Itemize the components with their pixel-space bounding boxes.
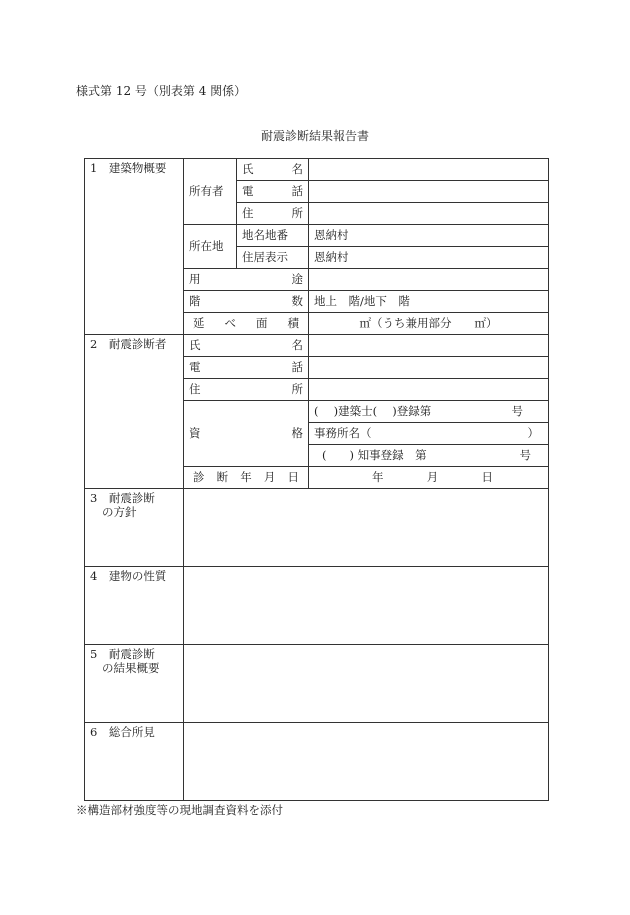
floors-label: 階 数 — [184, 291, 309, 313]
owner-address-value[interactable] — [309, 203, 549, 225]
owner-name-value[interactable] — [309, 159, 549, 181]
section2-label: 2 耐震診断者 — [85, 335, 184, 489]
usage-value[interactable] — [309, 269, 549, 291]
qualification-label: 資 格 — [184, 401, 309, 467]
section3-label: 3 耐震診断 の方針 — [85, 489, 184, 567]
floor-area-label: 延 べ 面 積 — [184, 313, 309, 335]
qualification-architect[interactable]: ( )建築士( )登録第 号 — [309, 401, 549, 423]
inspector-phone-value[interactable] — [309, 357, 549, 379]
section5-content[interactable] — [184, 645, 549, 723]
section3-content[interactable] — [184, 489, 549, 567]
lot-number-value[interactable]: 恩納村 — [309, 225, 549, 247]
inspection-date-label: 診 断 年 月 日 — [184, 467, 309, 489]
owner-phone-label: 電 話 — [237, 181, 309, 203]
residence-label: 住居表示 — [237, 247, 309, 269]
inspector-address-value[interactable] — [309, 379, 549, 401]
inspector-phone-label: 電 話 — [184, 357, 309, 379]
owner-name-label: 氏 名 — [237, 159, 309, 181]
section6-content[interactable] — [184, 723, 549, 801]
section5-label: 5 耐震診断 の結果概要 — [85, 645, 184, 723]
inspector-name-label: 氏 名 — [184, 335, 309, 357]
lot-number-label: 地名地番 — [237, 225, 309, 247]
inspection-date-value[interactable]: 年 月 日 — [309, 467, 549, 489]
footnote: ※構造部材強度等の現地調査資料を添付 — [76, 803, 283, 817]
floor-area-value[interactable]: ㎡（うち兼用部分 ㎡） — [309, 313, 549, 335]
form-number: 様式第 12 号（別表第 4 関係） — [76, 84, 247, 98]
location-group-label: 所在地 — [184, 225, 237, 269]
document-title: 耐震診断結果報告書 — [260, 129, 369, 143]
report-table — [84, 158, 549, 801]
section1-label: 1 建築物概要 — [85, 159, 184, 335]
qualification-office[interactable]: 事務所名（ ） — [309, 423, 549, 445]
owner-address-label: 住 所 — [237, 203, 309, 225]
inspector-address-label: 住 所 — [184, 379, 309, 401]
owner-phone-value[interactable] — [309, 181, 549, 203]
qualification-governor-registration[interactable]: ( ) 知事登録 第 号 — [309, 445, 549, 467]
floors-value[interactable]: 地上 階/地下 階 — [309, 291, 549, 313]
usage-label: 用 途 — [184, 269, 309, 291]
inspector-name-value[interactable] — [309, 335, 549, 357]
section6-label: 6 総合所見 — [85, 723, 184, 801]
owner-group-label: 所有者 — [184, 159, 237, 225]
residence-value[interactable]: 恩納村 — [309, 247, 549, 269]
section4-label: 4 建物の性質 — [85, 567, 184, 645]
section4-content[interactable] — [184, 567, 549, 645]
